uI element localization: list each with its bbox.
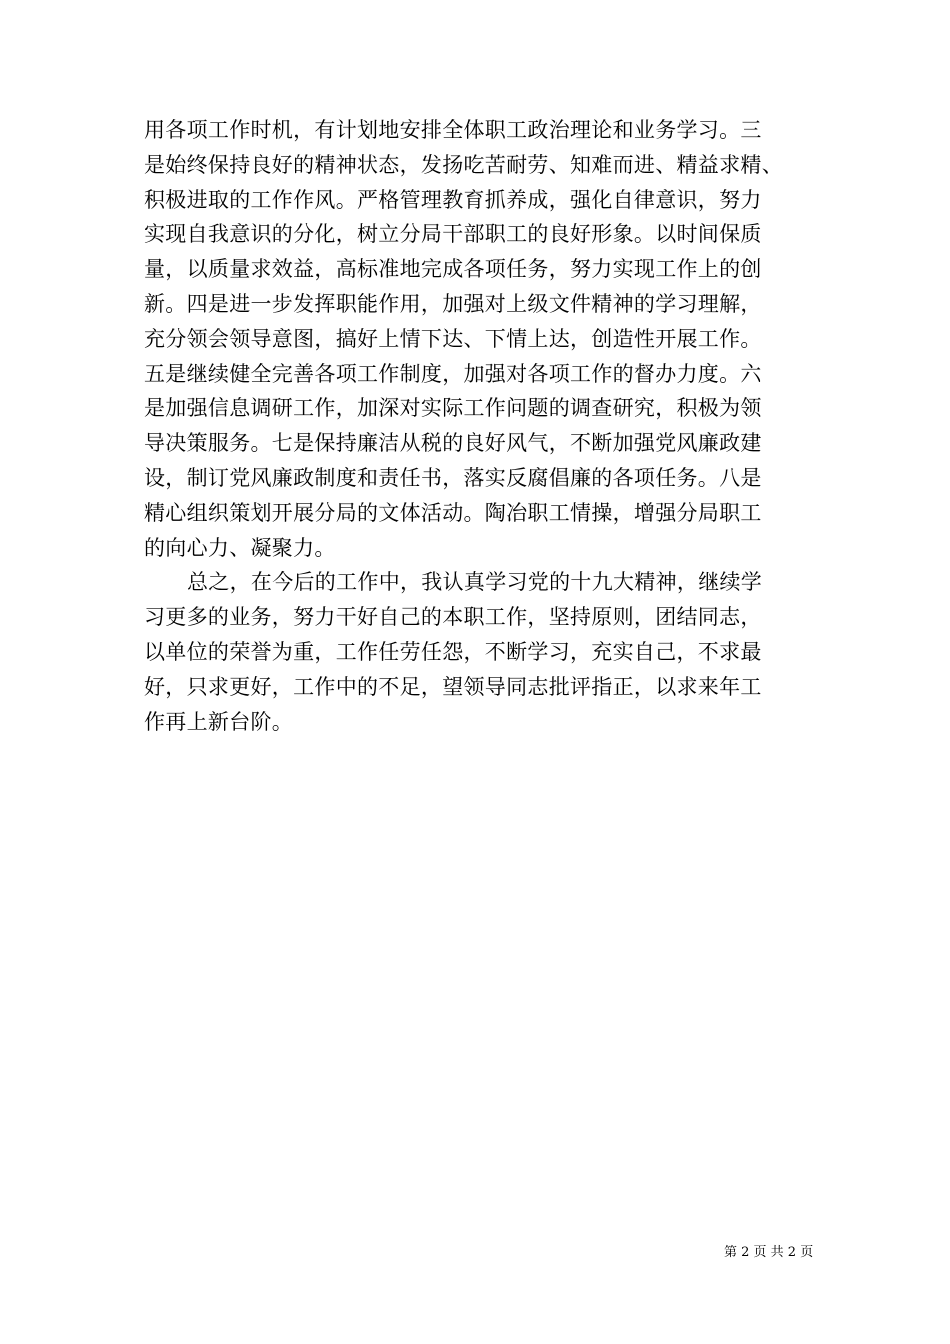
text-line: 的向心力、凝聚力。 [144, 535, 336, 560]
text-line: 新。四是进一步发挥职能作用，加强对上级文件精神的学习理解， [144, 291, 762, 316]
text-line: 是始终保持良好的精神状态，发扬吃苦耐劳、知难而进、精益求精、 [144, 152, 783, 177]
text-line: 总之，在今后的工作中，我认真学习党的十九大精神，继续学 [187, 570, 763, 595]
text-line: 积极进取的工作作风。严格管理教育抓养成，强化自律意识，努力 [144, 187, 762, 212]
text-line: 以单位的荣誉为重，工作任劳任怨，不断学习，充实自己，不求最 [144, 639, 762, 664]
page-number: 第 2 页 共 2 页 [724, 1245, 814, 1260]
text-line: 用各项工作时机，有计划地安排全体职工政治理论和业务学习。三 [144, 118, 762, 142]
text-line: 量，以质量求效益，高标准地完成各项任务，努力实现工作上的创 [144, 257, 762, 282]
text-line: 五是继续健全完善各项工作制度，加强对各项工作的督办力度。六 [144, 361, 762, 386]
text-line: 好，只求更好，工作中的不足，望领导同志批评指正，以求来年工 [144, 674, 762, 699]
text-line: 实现自我意识的分化，树立分局干部职工的良好形象。以时间保质 [144, 222, 762, 247]
text-line: 设，制订党风廉政制度和责任书，落实反腐倡廉的各项任务。八是 [144, 465, 762, 490]
body-text [144, 113, 834, 739]
text-line: 习更多的业务，努力干好自己的本职工作，坚持原则，团结同志， [144, 605, 762, 630]
text-line: 充分领会领导意图，搞好上情下达、下情上达，创造性开展工作。 [144, 326, 762, 351]
text-line: 精心组织策划开展分局的文体活动。陶冶职工情操，增强分局职工 [144, 500, 762, 525]
text-line: 导决策服务。七是保持廉洁从税的良好风气，不断加强党风廉政建 [144, 431, 762, 456]
text-line: 作再上新台阶。 [144, 709, 294, 734]
text-line: 是加强信息调研工作，加深对实际工作问题的调查研究，积极为领 [144, 396, 762, 421]
